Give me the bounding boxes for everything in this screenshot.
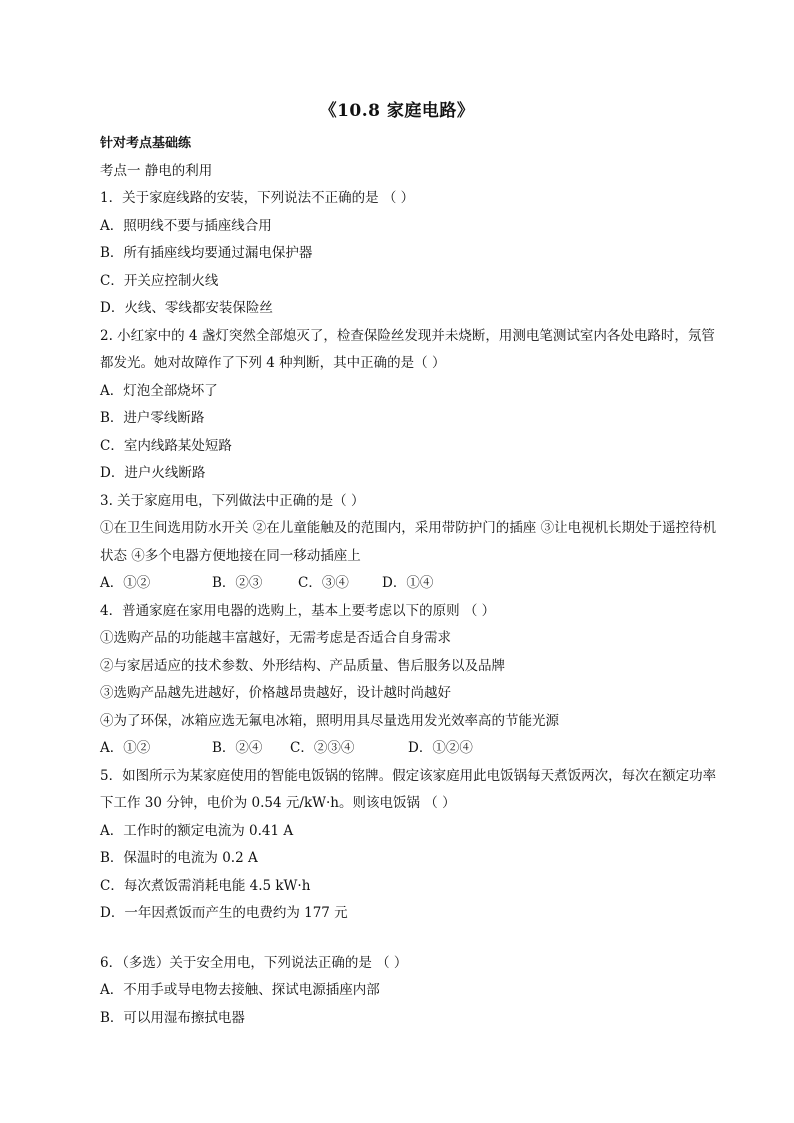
question-4-option-d: D．①②④ [408,740,473,756]
question-3-option-b: B．②③ [212,575,263,591]
document-body [100,130,724,1032]
question-3-option-d: D．①④ [382,575,434,591]
question-4-stem: 4．普通家庭在家用电器的选购上，基本上要考虑以下的原则 （ ） [100,602,496,619]
question-2-option-c: C．室内线路某处短路 [100,437,232,454]
question-4-options [100,735,724,763]
question-5-option-c: C．每次煮饭需消耗电能 4.5 kW·h [100,877,311,894]
question-1-option-d: D．火线、零线都安装保险丝 [100,300,273,316]
spacer [100,928,724,950]
question-3-statements: ①在卫生间选用防水开关 ②在儿童能触及的范围内，采用带防护门的插座 ③让电视机长期处于遥控待机状态 ④多个电器方便地接在同一移动插座上 [100,520,717,564]
question-4-statement-4: ④为了环保，冰箱应选无氟电冰箱，照明用具尽量选用发光效率高的节能光源 [100,712,559,729]
question-3-stem: 3. 关于家庭用电，下列做法中正确的是（ ） [100,492,365,509]
question-2-option-b: B．进户零线断路 [100,410,205,426]
question-6-option-a: A．不用手或导电物去接触、探试电源插座内部 [100,982,380,998]
question-5-stem: 5．如图所示为某家庭使用的智能电饭锅的铭牌。假定该家庭用此电饭锅每天煮饭两次，每次在额定功率下工作 30 分钟，电价为 0.54 元/kW·h。则该电饭锅 （ ） [100,767,717,811]
question-2-option-d: D．进户火线断路 [100,465,206,481]
question-4-statement-2: ②与家居适应的技术参数、外形结构、产品质量、售后服务以及品牌 [100,657,505,674]
question-6-option-b: B．可以用湿布擦拭电器 [100,1009,245,1026]
question-5-option-d: D．一年因煮饭而产生的电费约为 177 元 [100,905,348,921]
question-3-options [100,570,724,598]
question-3-option-c: C．③④ [298,575,349,591]
question-5-option-a: A．工作时的额定电流为 0.41 A [100,822,294,839]
question-1-option-a: A．照明线不要与插座线合用 [100,217,272,234]
question-5-option-b: B．保温时的电流为 0.2 A [100,850,258,866]
question-4-statement-3: ③选购产品越先进越好，价格越昂贵越好，设计越时尚越好 [100,685,451,701]
question-1-option-c: C．开关应控制火线 [100,272,219,289]
question-1-stem: 1．关于家庭线路的安装，下列说法不正确的是 （ ） [100,190,415,206]
question-4-option-c: C．②③④ [290,740,355,756]
question-2-option-a: A．灯泡全部烧坏了 [100,382,218,399]
question-4-statement-1: ①选购产品的功能越丰富越好，无需考虑是否适合自身需求 [100,630,451,646]
section-heading: 针对考点基础练 [100,136,192,151]
question-2-stem: 2. 小红家中的 4 盏灯突然全部熄灭了，检查保险丝发现并未烧断，用测电笔测试室内各处电路时，氖管都发光。她对故障作了下列 4 种判断，其中正确的是（ ） [100,327,715,371]
document-title: 《10.8 家庭电路》 [319,101,475,121]
question-1-option-b: B．所有插座线均要通过漏电保护器 [100,245,313,261]
question-6-stem: 6．（多选）关于安全用电，下列说法正确的是 （ ） [100,954,408,971]
question-3-option-a: A．①② [100,575,151,591]
question-4-option-a: A．①② [100,740,151,756]
question-4-option-b: B．②④ [212,740,263,756]
topic-heading: 考点一 静电的利用 [100,162,213,179]
